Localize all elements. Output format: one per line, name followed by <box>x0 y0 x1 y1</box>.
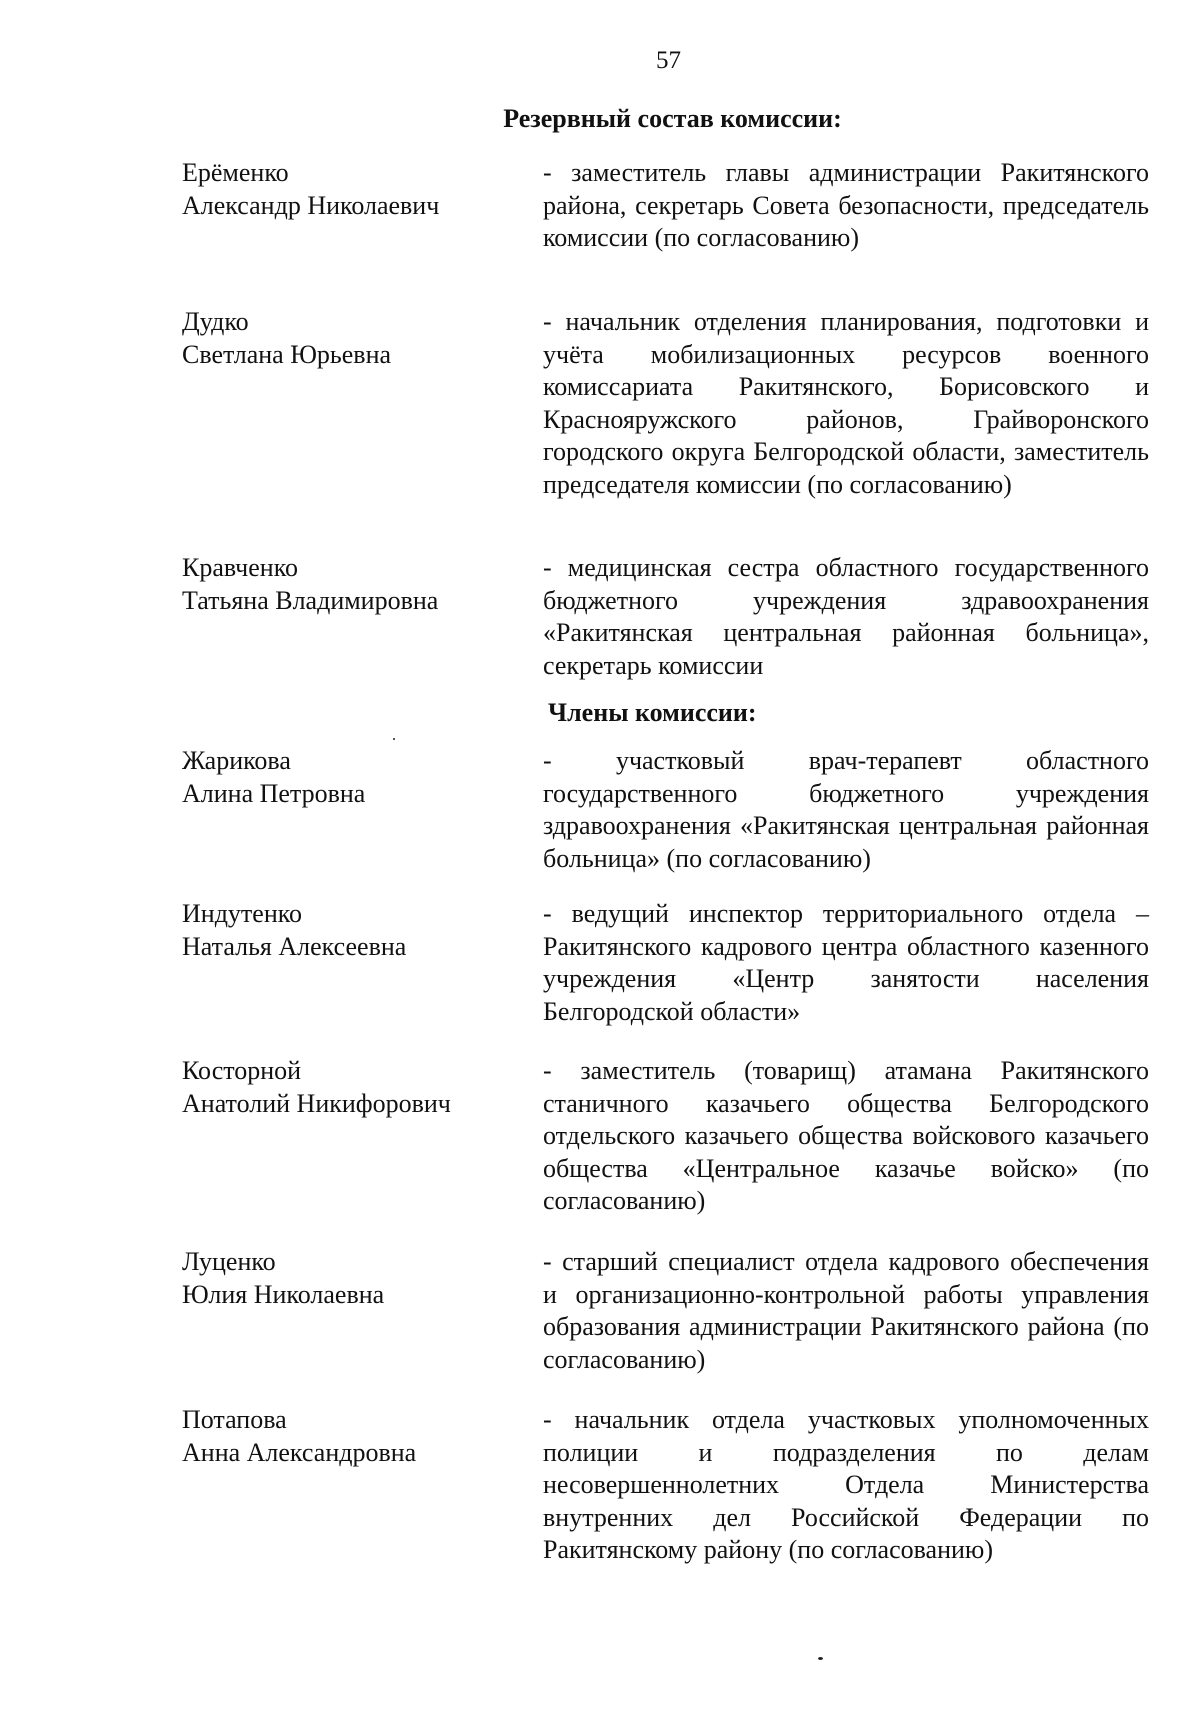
person-given-names: Анна Александровна <box>182 1437 417 1467</box>
person-surname: Жарикова <box>182 746 291 775</box>
person-role: - старший специалист отдела кадрового обеспечения и организационно-контрольной работы управления образования администрации Ракитянского района (по согласованию) <box>543 1247 1149 1374</box>
person-given-names: Светлана Юрьевна <box>182 339 392 369</box>
person-name <box>182 1404 512 1469</box>
person-name <box>182 552 512 617</box>
person-surname: Потапова <box>182 1405 287 1434</box>
person-given-names: Алина Петровна <box>182 778 366 808</box>
person-role: - начальник отдела участковых уполномоченных полиции и подразделения по делам несовершеннолетних Отдела Министерства внутренних дел Российской Федерации по Ракитянскому району (по согласованию) <box>543 1405 1149 1564</box>
scan-speck <box>818 1657 823 1660</box>
person-surname: Индутенко <box>182 899 303 928</box>
person-name <box>182 306 512 371</box>
person-surname: Кравченко <box>182 553 299 582</box>
person-surname: Луценко <box>182 1247 276 1276</box>
members-section-title: Члены комиссии: <box>548 698 757 727</box>
person-given-names: Анатолий Никифорович <box>182 1088 451 1118</box>
person-role: - участковый врач-терапевт областного государственного бюджетного учреждения здравоохранения «Ракитянская центральная районная больница» (по согласованию) <box>543 746 1149 873</box>
person-name <box>182 898 512 963</box>
person-given-names: Александр Николаевич <box>182 190 440 220</box>
reserve-section-title: Резервный состав комиссии: <box>503 104 842 133</box>
person-role: - заместитель главы администрации Ракитянского района, секретарь Совета безопасности, председатель комиссии (по согласованию) <box>543 158 1149 252</box>
person-role: - ведущий инспектор территориального отдела – Ракитянского кадрового центра областного казенного учреждения «Центр занятости населения Белгородской области» <box>543 899 1149 1026</box>
person-name <box>182 1246 512 1311</box>
person-surname: Косторной <box>182 1056 302 1085</box>
person-surname: Дудко <box>182 307 249 336</box>
person-role: - начальник отделения планирования, подготовки и учёта мобилизационных ресурсов военного комиссариата Ракитянского, Борисовского и Краснояружского районов, Грайворонского городского округа Белгородской области, заместитель председателя комиссии (по согласованию) <box>543 307 1149 499</box>
person-given-names: Наталья Алексеевна <box>182 931 407 961</box>
person-surname: Ерёменко <box>182 158 289 187</box>
person-name <box>182 745 512 810</box>
scan-speck <box>393 738 395 740</box>
person-role: - медицинская сестра областного государственного бюджетного учреждения здравоохранения «Ракитянская центральная районная больница», секретарь комиссии <box>543 553 1149 680</box>
person-role: - заместитель (товарищ) атамана Ракитянского станичного казачьего общества Белгородского отдельского казачьего общества войскового казачьего общества «Центральное казачье войско» (по согласованию) <box>543 1056 1149 1215</box>
person-name <box>182 1055 512 1120</box>
page-number: 57 <box>656 47 681 74</box>
person-given-names: Юлия Николаевна <box>182 1279 385 1309</box>
person-given-names: Татьяна Владимировна <box>182 585 439 615</box>
person-name <box>182 157 512 222</box>
